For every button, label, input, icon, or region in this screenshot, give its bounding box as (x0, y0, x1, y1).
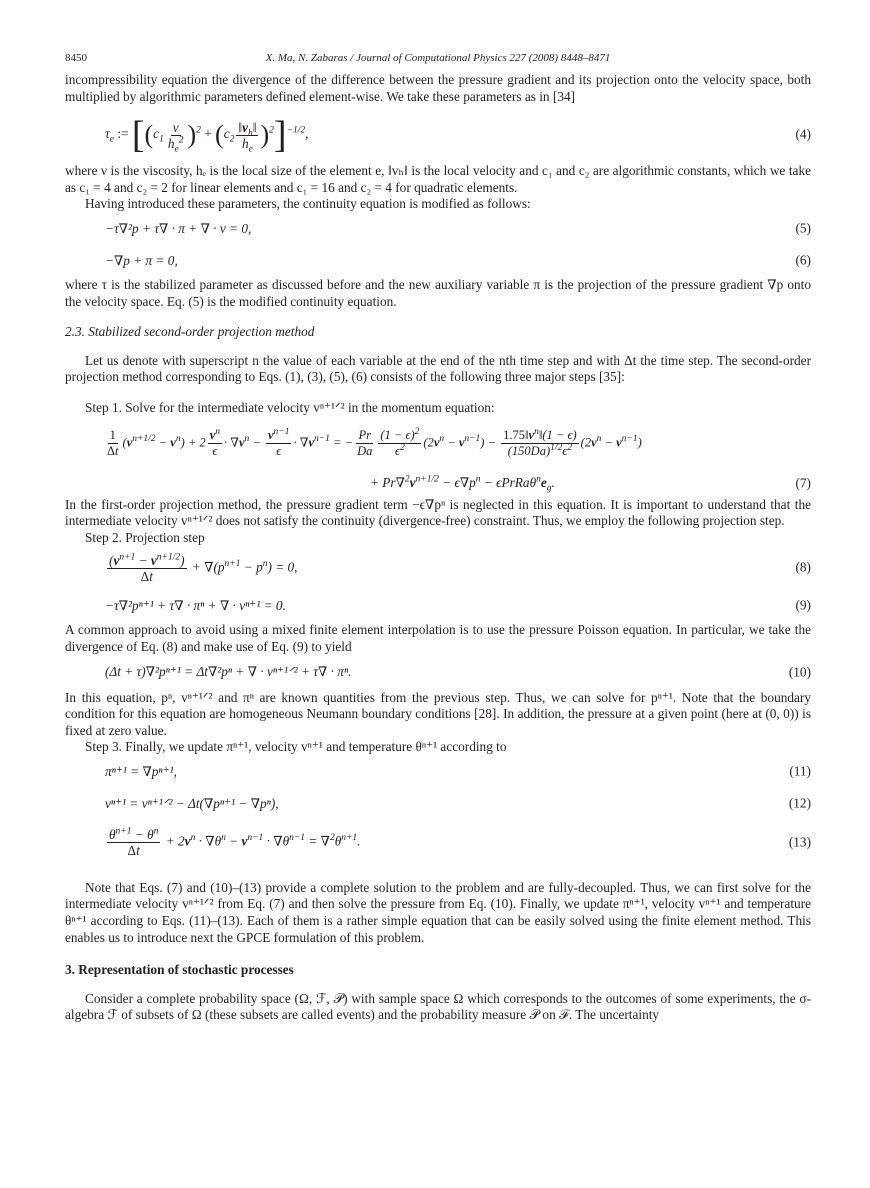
equation-9-number: (9) (795, 598, 811, 614)
equation-7-line-1: $\frac{1}{\Delta t}$ $(v^{n+1/2} - v^n) + 2$ $\frac{v^n}{\epsilon}$ · $\nabla v^n$ − $\frac{v^{n-1}}{\epsilon}$ · $\nabla v^{n-1}$ = − $\frac{Pr}{Da}$ $\frac{(1 - \epsilon)^2}{\epsilon^2}$ $(2v^n - v^{n-1})$ − $\frac{1.75‖v^n‖(1 - \epsilon)}{(150Da)^{1/2}\epsilon^2}$ $(2v^n - v^{n-1})$ (107, 426, 642, 459)
equation-5 (65, 213, 811, 245)
paragraph-3: Having introduced these parameters, the continuity equation is modified as follows: (85, 196, 531, 212)
paragraph-6: In the first-order projection method, the pressure gradient term −ϵ∇pⁿ is neglected in this equation. It is important to understand that the intermediate velocity vⁿ⁺¹ᐟ² does not satisfy the continuity (divergence-free) constraint. Thus, we employ the following projection step. (65, 496, 811, 529)
running-header (65, 50, 811, 72)
equation-5-body: −τ∇²p + τ∇ · π + ∇ · v = 0, (105, 220, 252, 236)
equation-7-line-2: + $Pr\nabla^2v^{n+1/2} - \epsilon\nabla p^n$ − $\epsilon PrRa\theta^ne_g$. (370, 474, 555, 494)
step-2-label: Step 2. Projection step (85, 529, 205, 545)
equation-10 (65, 656, 811, 690)
equation-4 (65, 107, 811, 163)
paragraph-8: In this equation, pⁿ, vⁿ⁺¹ᐟ² and πⁿ are known quantities from the previous step. Thus, we can solve for pⁿ⁺¹. Note that the boundary condition for this equation are homogeneous Neumann boundary conditions [28]. In addition, the pressure at a given point (here at (0, 0)) is fixed at zero value. (65, 689, 811, 738)
paragraph-4: where τ is the stabilized parameter as discussed before and the new auxiliary variable π is the projection of the pressure gradient ∇p onto the velocity space. Eq. (5) is the modified continuity equation. (65, 276, 811, 309)
equation-9-body: −τ∇²pⁿ⁺¹ + τ∇ · πⁿ + ∇ · vⁿ⁺¹ = 0. (105, 598, 286, 614)
equation-6 (65, 245, 811, 277)
equation-13-number: (13) (788, 834, 811, 850)
equation-4-number: (4) (795, 126, 811, 142)
equation-11 (65, 756, 811, 788)
equation-12 (65, 788, 811, 820)
equation-11-number: (11) (789, 763, 811, 779)
equation-8-number: (8) (795, 560, 811, 576)
equation-10-body: (Δt + τ)∇²pⁿ⁺¹ = Δt∇²pⁿ + ∇ · vⁿ⁺¹ᐟ² + τ∇ · πⁿ. (105, 664, 352, 680)
section-heading-2-3: 2.3. Stabilized second-order projection method (65, 324, 315, 340)
paragraph-7: A common approach to avoid using a mixed finite element interpolation is to use the pressure Poisson equation. In particular, we take the divergence of Eq. (8) and make use of Eq. (9) to yield (65, 622, 811, 654)
paragraph-2: where ν is the viscosity, hₑ is the local size of the element e, ‖vₕ‖ is the local velocity and c₁ and c₂ are algorithmic constants, which we take as c₁ = 4 and c₂ = 2 for linear elements and c₁ = 16 and c₂ = 4 for quadratic elements. (65, 163, 811, 195)
equation-11-body: πⁿ⁺¹ = ∇pⁿ⁺¹, (105, 763, 177, 779)
equation-7 (65, 417, 811, 471)
equation-12-body: vⁿ⁺¹ = vⁿ⁺¹ᐟ² − Δt(∇pⁿ⁺¹ − ∇pⁿ), (105, 795, 279, 811)
equation-8-body: $\frac{(v^{n+1} - v^{n+1/2})}{\Delta t}$ + $\nabla(p^{n+1} - p^n) = 0$, (109, 552, 298, 584)
equation-6-body: −∇p + π = 0, (105, 252, 178, 268)
paragraph-10: Consider a complete probability space (Ω, ℱ, 𝒫) with sample space Ω which corresponds to the outcomes of some experiments, the σ-algebra ℱ of subsets of Ω (these subsets are called events) and the probability measure 𝒫 on ℱ. The uncertainty (65, 990, 811, 1023)
section-heading-3: 3. Representation of stochastic processes (65, 962, 294, 978)
equation-12-number: (12) (788, 795, 811, 811)
step-3-label: Step 3. Finally, we update πⁿ⁺¹, velocity vⁿ⁺¹ and temperature θⁿ⁺¹ according to (85, 739, 507, 755)
equation-8 (65, 546, 811, 590)
equation-9 (65, 590, 811, 622)
equation-13 (65, 820, 811, 866)
page-number: 8450 (65, 52, 87, 64)
equation-7-continued (65, 471, 811, 497)
equation-13-body: $\frac{\theta^{n+1} - \theta^n}{\Delta t}$ + $2v^n \cdot \nabla\theta^n - v^{n-1} \cdot \nabla\theta^{n-1} = \nabla^2\theta^{n+1}$. (109, 826, 361, 859)
paragraph-5: Let us denote with superscript n the value of each variable at the end of the nth time step and with Δt the time step. The second-order projection method corresponding to Eqs. (1), (3), (5), (6) consists of the following three major steps [35]: (65, 352, 811, 385)
page (65, 50, 811, 1024)
step-1-label: Step 1. Solve for the intermediate velocity vⁿ⁺¹ᐟ² in the momentum equation: (85, 399, 495, 415)
equation-10-number: (10) (788, 664, 811, 680)
paragraph-9: Note that Eqs. (7) and (10)–(13) provide a complete solution to the problem and are fully-decoupled. Thus, we can first solve for the intermediate velocity vⁿ⁺¹ᐟ² from Eq. (7) and then solve the pressure from Eq. (10). Finally, we update πⁿ⁺¹, velocity vⁿ⁺¹ and temperature θⁿ⁺¹ according to Eqs. (11)–(13). Each of them is a rather simple equation that can be easily solved using the finite element method. This enables us to introduce next the GPCE formulation of this problem. (65, 879, 811, 945)
journal-citation: X. Ma, N. Zabaras / Journal of Computational Physics 227 (2008) 8448–8471 (265, 52, 611, 64)
equation-5-number: (5) (795, 220, 811, 236)
equation-4-body: $\tau_e$ := [($c_1$ $\frac{\nu}{h_e^2}$ )$^2 + (c_2$ $\frac{‖v_h‖}{h_e}$ )$^2$]$^{-1/2}$, (105, 114, 309, 157)
paragraph-1: incompressibility equation the divergence of the difference between the pressure gradient and its projection onto the velocity space, both multiplied by algorithmic parameters defined element-wise. We take these parameters as in [34] (65, 72, 811, 104)
equation-6-number: (6) (795, 252, 811, 268)
equation-7-number: (7) (795, 475, 811, 491)
